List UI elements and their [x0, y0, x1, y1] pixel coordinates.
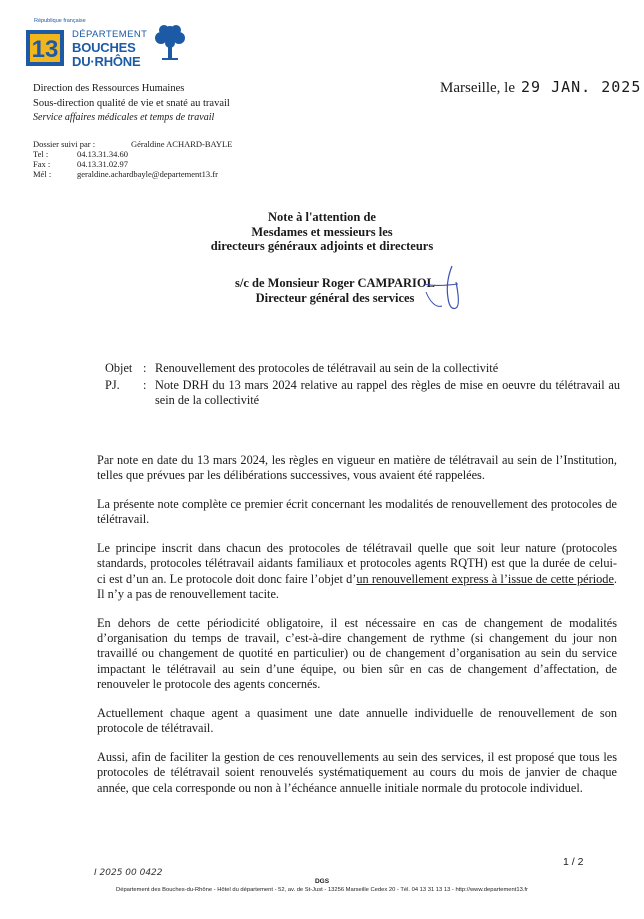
- tel-label: Tel :: [33, 149, 49, 159]
- city-date: [440, 78, 641, 97]
- paragraph-6: Aussi, afin de faciliter la gestion de ces renouvellements au sein des services, il est proposé que tous les protocoles de télétravail soient renouvelés systématiquement au cours du mois de janvier de chaque année, que cela corresponde ou non à l’échéance annuelle initiale normale du protocole individuel.: [97, 749, 617, 795]
- contact-block: [33, 139, 232, 179]
- direction-line: Direction des Ressources Humaines: [33, 83, 185, 94]
- department-logo: [22, 14, 192, 74]
- republic-label: République française: [34, 18, 86, 24]
- paragraph-2: La présente note complète ce premier écrit concernant les modalités de renouvellement des protocoles de télétravail.: [97, 497, 617, 527]
- date-stamp: 29 JAN. 2025: [520, 78, 642, 96]
- sender-header: [33, 82, 230, 126]
- paragraph-5: Actuellement chaque agent a quasiment une date annuelle individuelle de renouvellement de son protocole de télétravail.: [97, 705, 617, 736]
- mail-label: Mél :: [33, 169, 52, 179]
- followed-label: Dossier suivi par :: [33, 139, 96, 149]
- city-prefix: Marseille, le: [440, 80, 515, 96]
- objet-label: Objet: [105, 361, 133, 375]
- bdr-13-emblem-icon: [22, 26, 68, 70]
- addressee-line3: directeurs généraux adjoints et directeurs: [210, 239, 434, 253]
- underlined-phrase: un renouvellement express à l’issue de cette période: [356, 571, 614, 586]
- fax-label: Fax :: [33, 159, 51, 169]
- tel-value: 04.13.31.34.60: [77, 149, 128, 159]
- fax-value: 04.13.31.02.97: [77, 159, 128, 169]
- dgs-label: DGS: [314, 878, 330, 885]
- department-label: DÉPARTEMENT: [72, 29, 148, 40]
- department-name-line2: DU·RHÔNE: [72, 54, 141, 69]
- paragraph-1: Par note en date du 13 mars 2024, les règles en vigueur en matière de télétravail au sein de l’Institution, telles que prévues par les délibérations successives, vous avaient été rappelées.: [97, 453, 617, 483]
- sc-line2: Directeur général des services: [255, 291, 415, 305]
- footer-address: Département des Bouches-du-Rhône - Hôtel du département - 52, av. de St-Just - 13256 Marseille Cedex 20 - Tél. 04 13 31 13 13 - http://www.departement13.fr: [116, 887, 528, 893]
- paragraph-3: Le principe inscrit dans chacun des protocoles de télétravail quelle que soit leur nature (protocoles standards, protocoles télétravail aidants familiaux et protocoles agents RQTH) est que la durée de celui-ci est d’un an. Le protocole doit donc faire l’objet d’un renouvellement express à l’issue de cette période. Il n’y a pas de renouvellement tacite.: [97, 541, 617, 602]
- tree-icon: [150, 22, 190, 64]
- sub-direction-line: Sous-direction qualité de vie et snaté au travail: [33, 97, 230, 109]
- handwritten-reference: I 2025 00 0422: [94, 868, 163, 878]
- addressee-line1: Note à l'attention de: [268, 210, 376, 224]
- svg-text:13: 13: [31, 36, 59, 63]
- mail-value: geraldine.achardbayle@departement13.fr: [77, 169, 218, 179]
- service-line: Service affaires médicales et temps de travail: [33, 112, 215, 123]
- letter-body: [97, 453, 617, 809]
- sc-line1: s/c de Monsieur Roger CAMPARIOL: [235, 276, 435, 290]
- page-number: 1 / 2: [563, 856, 584, 868]
- pj-value: Note DRH du 13 mars 2024 relative au rappel des règles de mise en oeuvre du télétravail au sein de la collectivité: [155, 378, 620, 407]
- pj-label: PJ.: [105, 378, 120, 392]
- addressee-line2: Mesdames et messieurs les: [251, 224, 393, 239]
- subject-block: Objet : Renouvellement des protocoles de télétravail au sein de la collectivité PJ. : Note DRH du 13 mars 2024 relative au rappel des règles de mise en oeuvre du télétravail au sein de la collectivité: [105, 361, 620, 407]
- sc-block: [220, 276, 450, 306]
- objet-value: Renouvellement des protocoles de télétravail au sein de la collectivité: [155, 361, 499, 375]
- handwritten-signature: [418, 262, 466, 314]
- addressee-block: [0, 210, 644, 254]
- followed-value: Géraldine ACHARD-BAYLE: [131, 139, 233, 149]
- department-name-line1: BOUCHES: [72, 40, 136, 55]
- paragraph-4: En dehors de cette périodicité obligatoire, il est nécessaire en cas de changement de modalités d’organisation du temps de travail, c’est-à-dire changement de rythme (si changement du jour non travaillé ou changement de quotité en particulier) ou de changement d’organisation au sein du service impactant le télétravail au sein d’une équipe, ou bien sûr en cas de changement d’affectation, de renouveler le protocole des agents concernés.: [97, 615, 617, 692]
